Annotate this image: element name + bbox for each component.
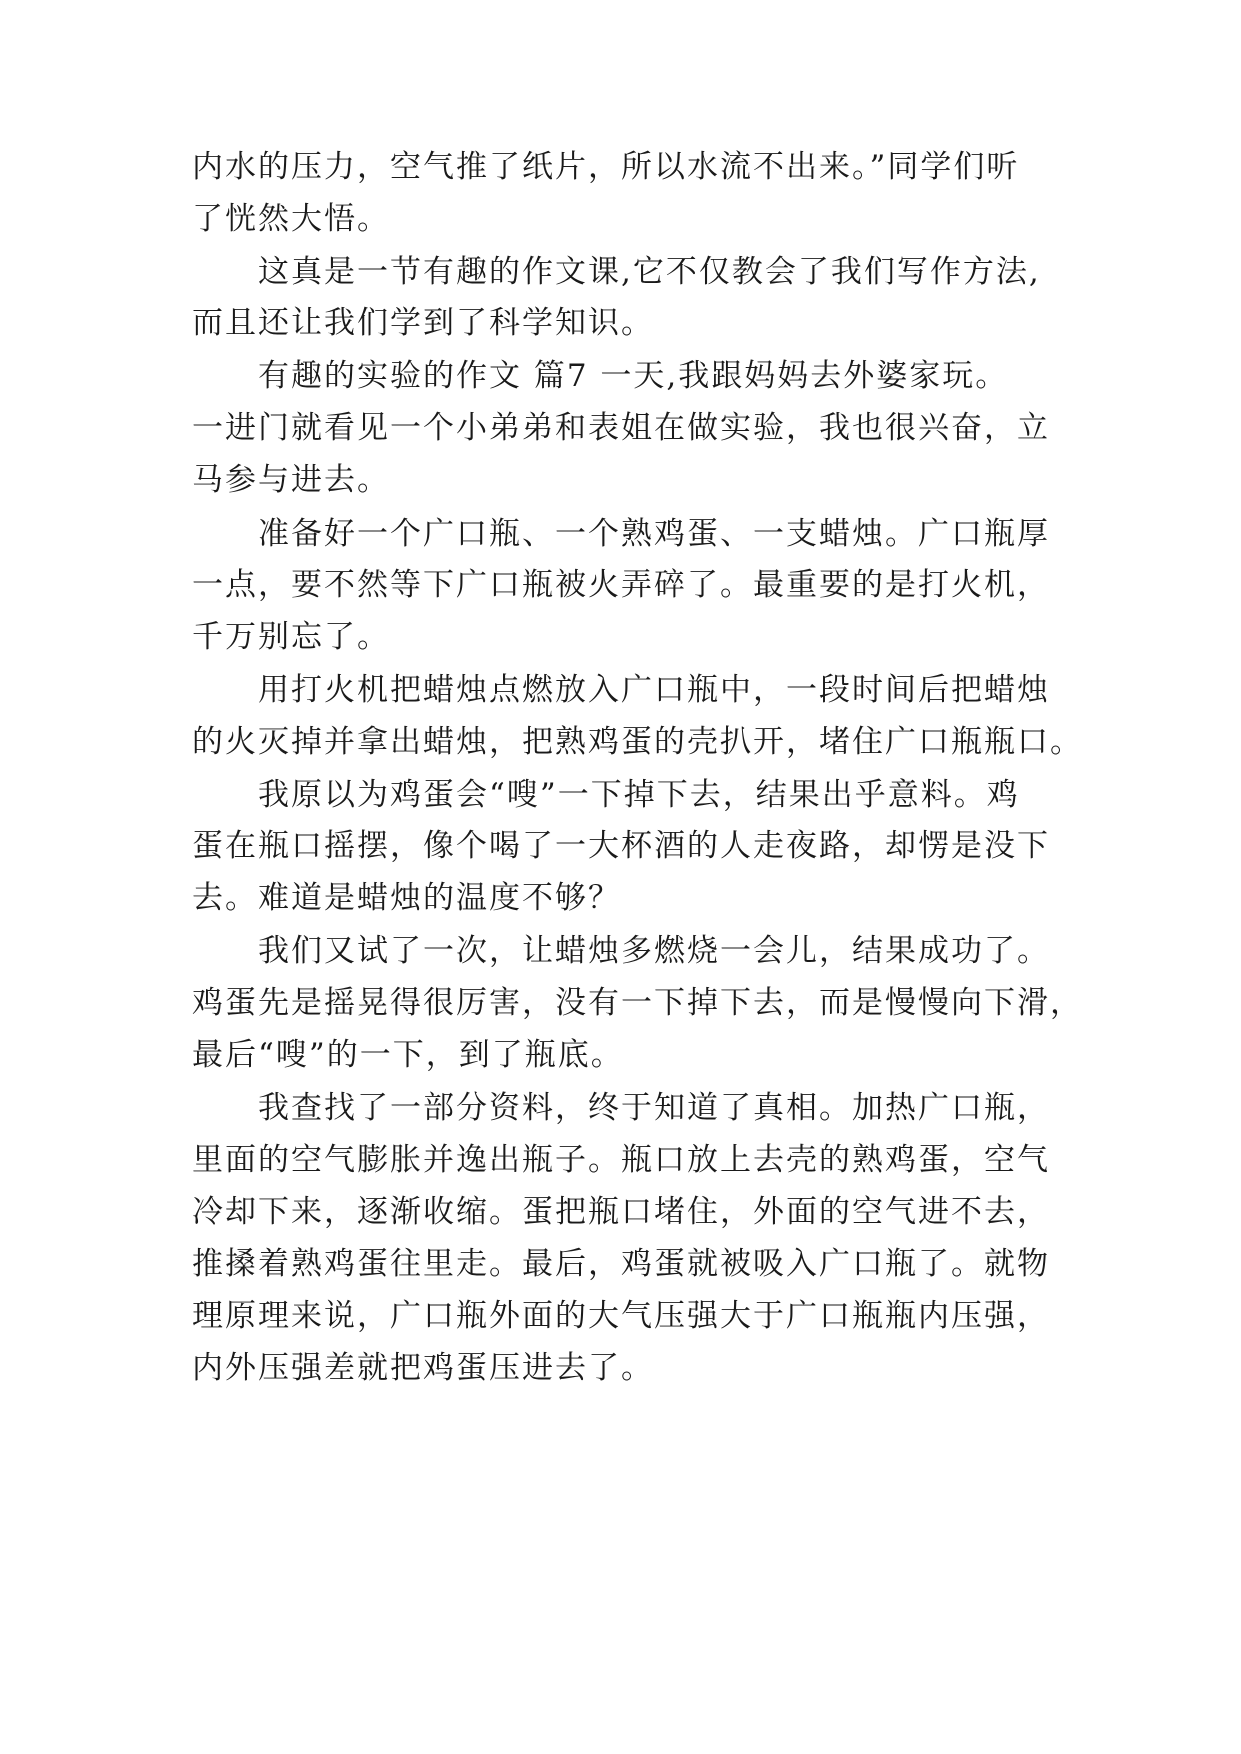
text-line: 去。难道是蜡烛的温度不够？ [192,880,621,916]
text-line: 的火灭掉并拿出蜡烛，把熟鸡蛋的壳扒开，堵住广口瓶瓶口。 [192,724,1083,760]
text-line: 马参与进去。 [192,462,390,498]
text-line: 最后“嗖”的一下，到了瓶底。 [192,1037,624,1073]
text-line: 千万别忘了。 [192,619,390,655]
text-line: 了恍然大悟。 [192,201,390,237]
section-heading-line: 有趣的实验的作文 篇7 一天,我跟妈妈去外婆家玩。 [258,358,1009,394]
text-line: 鸡蛋先是摇晃得很厉害，没有一下掉下去，而是慢慢向下滑， [192,985,1083,1021]
text-line: 推搡着熟鸡蛋往里走。最后，鸡蛋就被吸入广口瓶了。就物 [192,1246,1050,1282]
text-line: 一点，要不然等下广口瓶被火弄碎了。最重要的是打火机， [192,567,1050,603]
text-line: 里面的空气膨胀并逸出瓶子。瓶口放上去壳的熟鸡蛋，空气 [192,1142,1050,1178]
text-line: 内外压强差就把鸡蛋压进去了。 [192,1350,654,1386]
paragraph-start-line: 这真是一节有趣的作文课,它不仅教会了我们写作方法, [258,254,1041,290]
text-line: 冷却下来，逐渐收缩。蛋把瓶口堵住，外面的空气进不去， [192,1194,1050,1230]
text-line: 理原理来说，广口瓶外面的大气压强大于广口瓶瓶内压强， [192,1298,1050,1334]
paragraph-start-line: 准备好一个广口瓶、一个熟鸡蛋、一支蜡烛。广口瓶厚 [258,516,1050,552]
text-line: 内水的压力，空气推了纸片，所以水流不出来。”同学们听 [192,149,1020,185]
paragraph-start-line: 我们又试了一次，让蜡烛多燃烧一会儿，结果成功了。 [258,933,1050,969]
paragraph-start-line: 我原以为鸡蛋会“嗖”一下掉下去，结果出乎意料。鸡 [258,777,1020,813]
text-line: 而且还让我们学到了科学知识。 [192,305,654,341]
text-line: 蛋在瓶口摇摆，像个喝了一大杯酒的人走夜路，却愣是没下 [192,828,1050,864]
paragraph-start-line: 我查找了一部分资料，终于知道了真相。加热广口瓶， [258,1090,1050,1126]
text-line: 一进门就看见一个小弟弟和表姐在做实验，我也很兴奋，立 [192,410,1050,446]
paragraph-start-line: 用打火机把蜡烛点燃放入广口瓶中，一段时间后把蜡烛 [258,672,1050,708]
